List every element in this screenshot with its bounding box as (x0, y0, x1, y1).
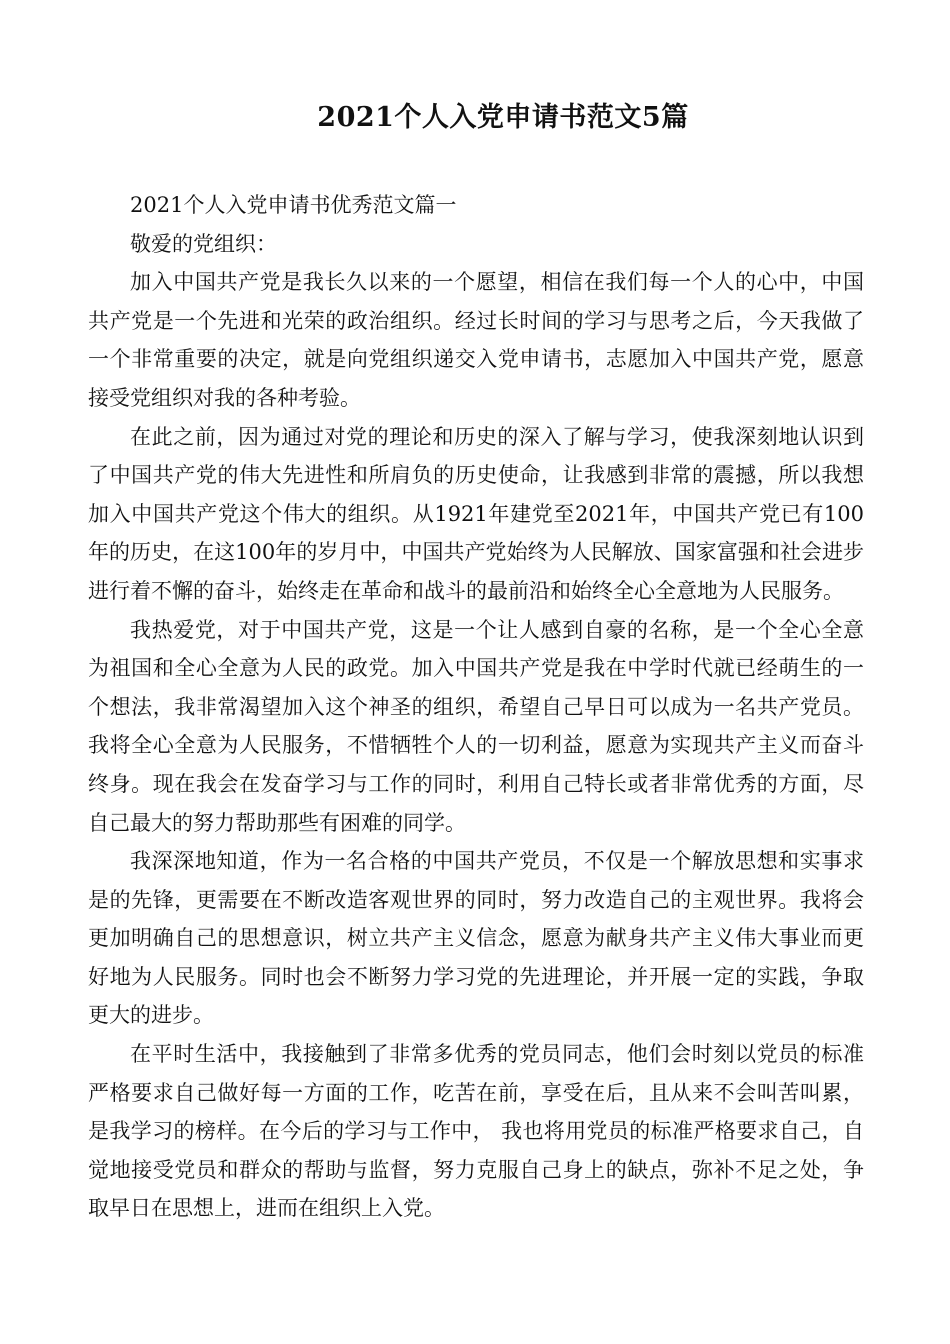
body-paragraph: 加入中国共产党是我长久以来的一个愿望，相信在我们每一个人的心中，中国共产党是一个先进和光荣的政治组织。经过长时间的学习与思考之后，今天我做了一个非常重要的决定，就是向党组织递交入党申请书，志愿加入中国共产党，愿意接受党组织对我的各种考验。 (88, 270, 864, 410)
document-body (88, 186, 864, 1228)
body-paragraph: 在此之前，因为通过对党的理论和历史的深入了解与学习，使我深刻地认识到了中国共产党的伟大先进性和所肩负的历史使命，让我感到非常的震撼，所以我想加入中国共产党这个伟大的组织。从1921年建党至2021年，中国共产党已有100年的历史，在这100年的岁月中，中国共产党始终为人民解放、国家富强和社会进步进行着不懈的奋斗，始终走在革命和战斗的最前沿和始终全心全意地为人民服务。 (88, 424, 864, 603)
salutation: 敬爱的党组织： (130, 231, 277, 256)
body-paragraph: 在平时生活中，我接触到了非常多优秀的党员同志，他们会时刻以党员的标准严格要求自己做好每一方面的工作，吃苦在前，享受在后，且从来不会叫苦叫累，是我学习的榜样。在今后的学习与工作中， 我也将用党员的标准严格要求自己，自觉地接受党员和群众的帮助与监督，努力克服自己身上的缺点，弥补不足之处，争取早日在思想上，进而在组织上入党。 (88, 1042, 864, 1221)
document-title: 2021个人入党申请书范文5篇 (317, 102, 689, 133)
section-heading: 2021个人入党申请书优秀范文篇一 (130, 193, 457, 217)
body-paragraph: 我深深地知道，作为一名合格的中国共产党员，不仅是一个解放思想和实事求是的先锋，更需要在不断改造客观世界的同时，努力改造自己的主观世界。我将会更加明确自己的思想意识，树立共产主义信念，愿意为献身共产主义伟大事业而更好地为人民服务。同时也会不断努力学习党的先进理论，并开展一定的实践，争取更大的进步。 (88, 849, 864, 1028)
body-paragraph: 我热爱党，对于中国共产党，这是一个让人感到自豪的名称，是一个全心全意为祖国和全心全意为人民的政党。加入中国共产党是我在中学时代就已经萌生的一个想法，我非常渴望加入这个神圣的组织，希望自己早日可以成为一名共产党员。我将全心全意为人民服务，不惜牺牲个人的一切利益，愿意为实现共产主义而奋斗终身。现在我会在发奋学习与工作的同时，利用自己特长或者非常优秀的方面，尽自己最大的努力帮助那些有困难的同学。 (88, 617, 864, 835)
